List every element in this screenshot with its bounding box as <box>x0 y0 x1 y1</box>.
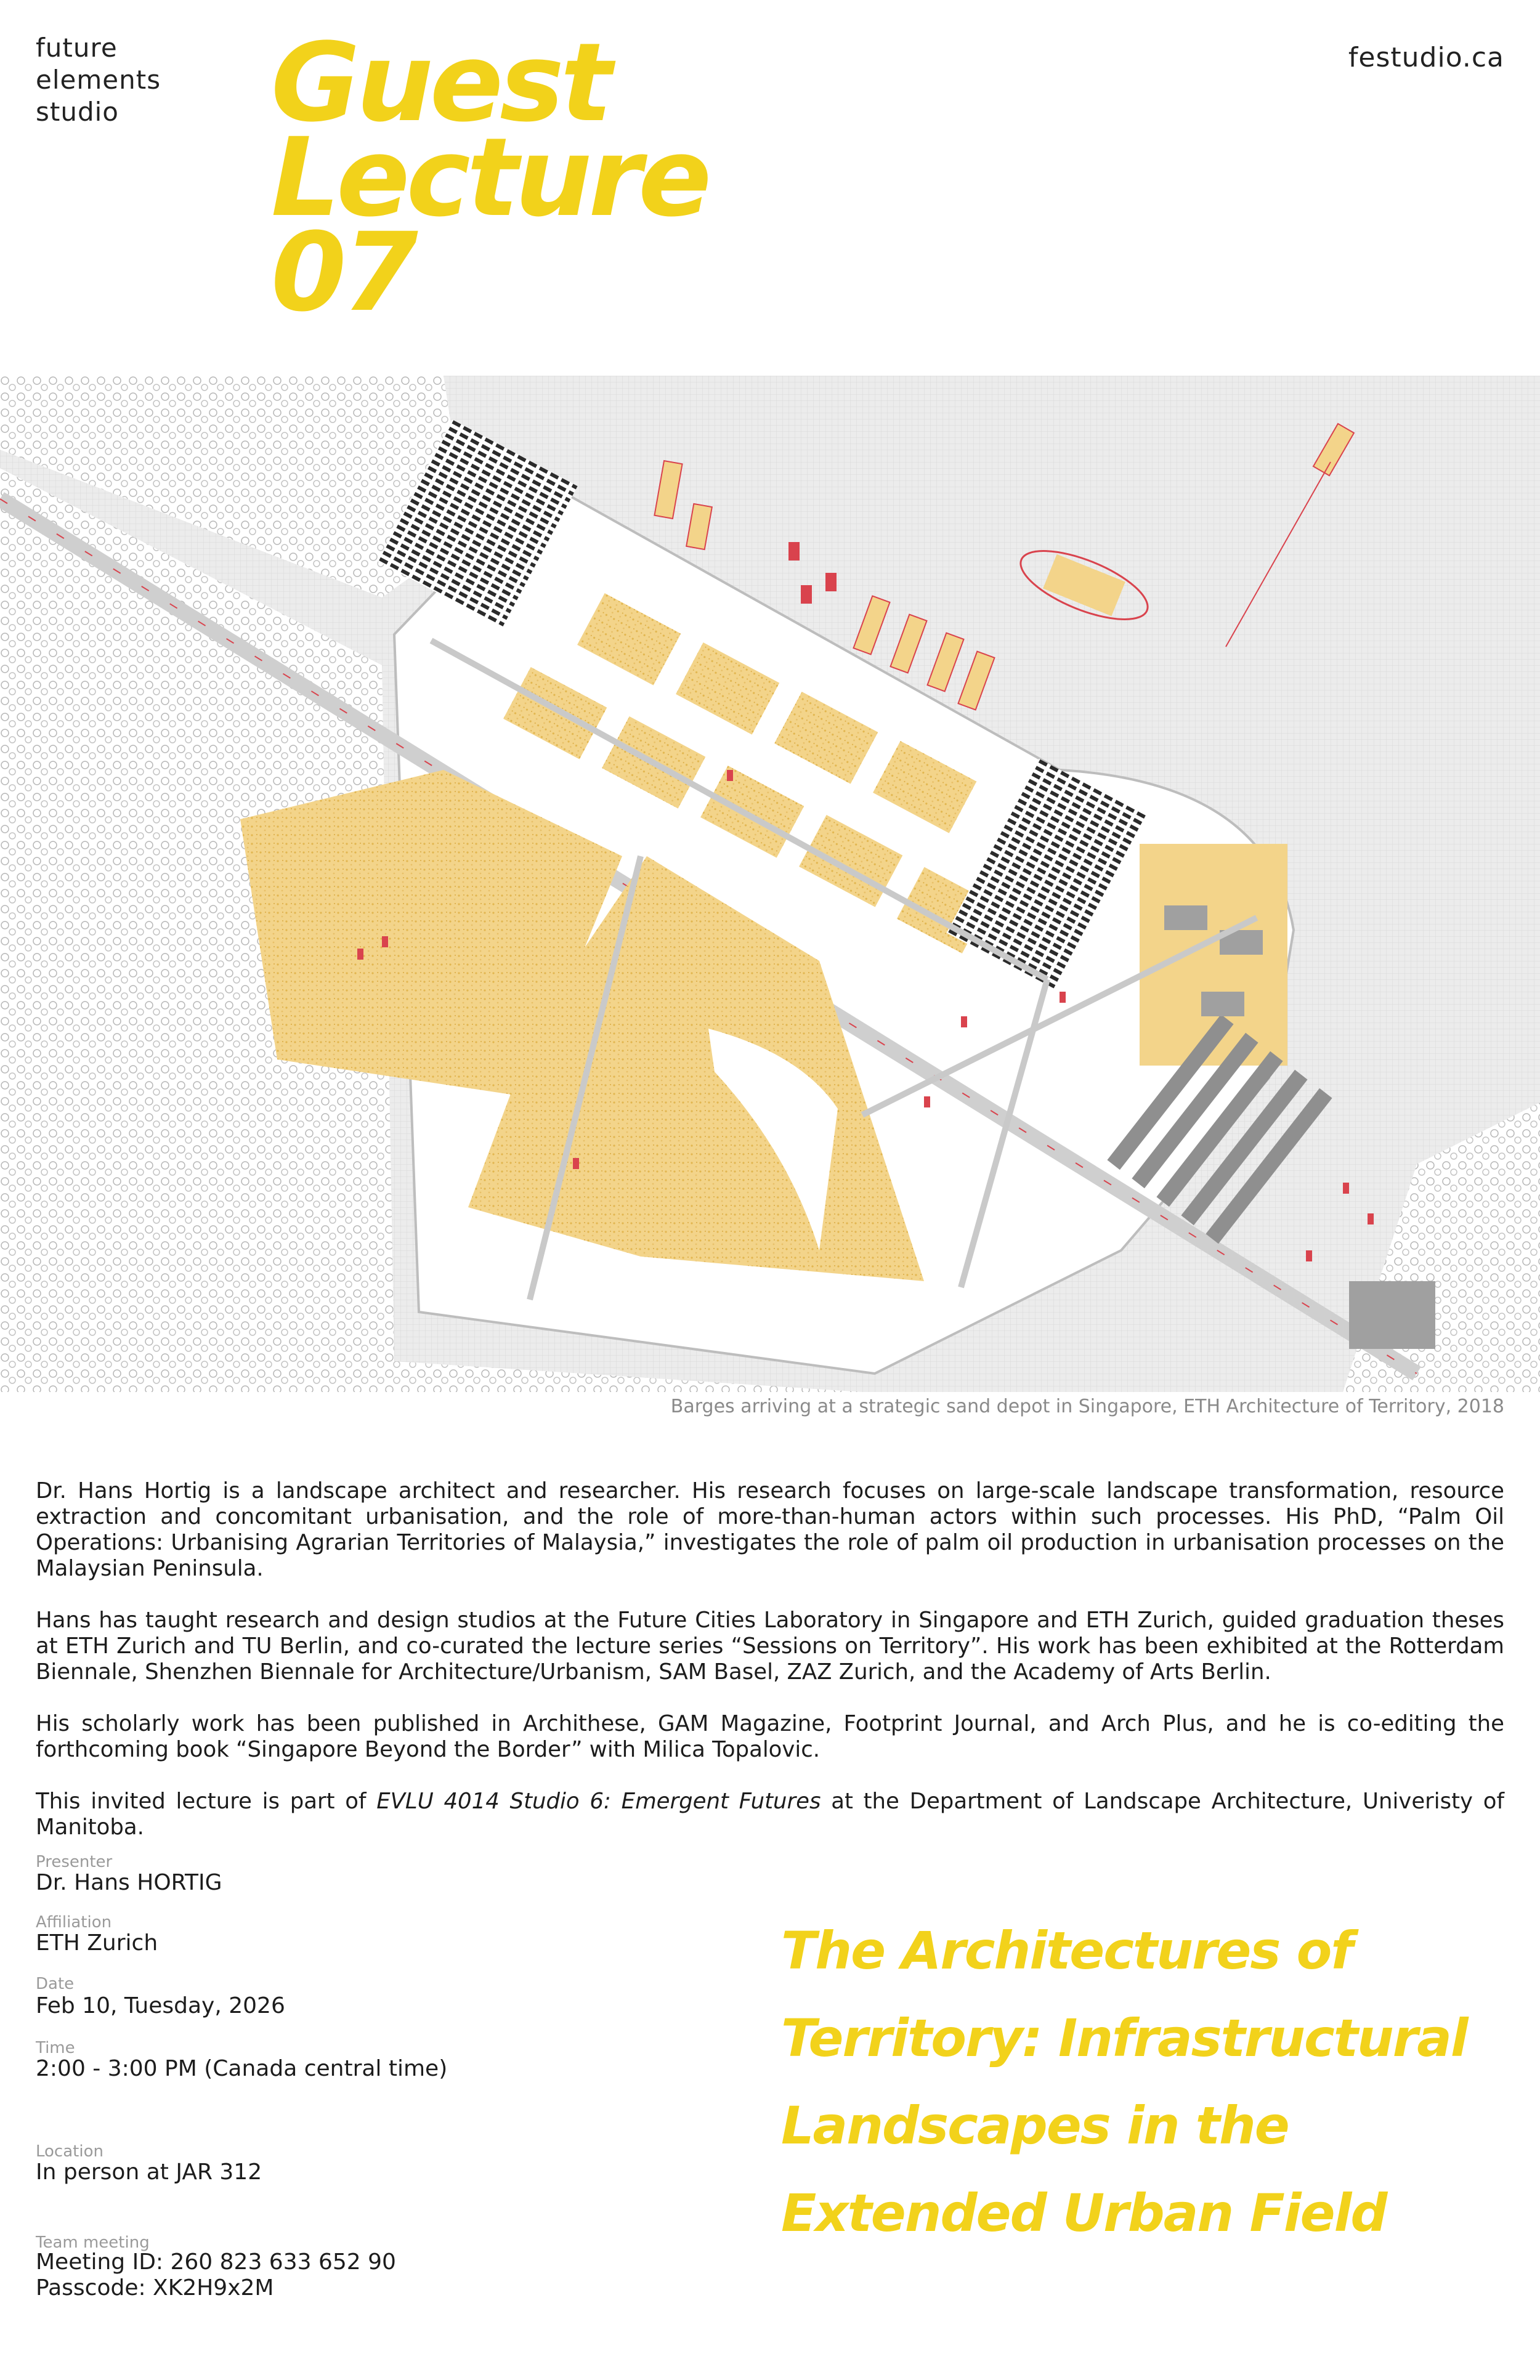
location-label: Location <box>36 2142 103 2161</box>
course-prefix: This invited lecture is part of <box>36 1789 377 1814</box>
studio-line-3: studio <box>36 97 119 127</box>
presenter-label: Presenter <box>36 1853 113 1871</box>
studio-line-1: future <box>36 33 118 63</box>
talk-title-line-4: Extended Urban Field <box>781 2183 1387 2243</box>
course-name: EVLU 4014 Studio 6: Emergent Futures <box>376 1789 821 1814</box>
meeting-label: Team meeting <box>36 2233 150 2252</box>
bio-section <box>36 1478 1504 1866</box>
image-caption: Barges arriving at a strategic sand depot in Singapore, ETH Architecture of Territory, 2018 <box>670 1396 1504 1417</box>
time-label: Time <box>36 2039 75 2057</box>
meeting-id: Meeting ID: 260 823 633 652 90 <box>36 2249 396 2275</box>
presenter-value: Dr. Hans HORTIG <box>36 1870 222 1895</box>
lecture-heading <box>271 20 708 336</box>
date-value: Feb 10, Tuesday, 2026 <box>36 1993 285 2018</box>
bio-paragraph-2: Hans has taught research and design studios at the Future Cities Laboratory in Singapore and ETH Zurich, guided graduation theses at ETH Zurich and TU Berlin, and co-curated the lecture series “Sessions on Territory”. His work has been exhibited at the Rotterdam Biennale, Shenzhen Biennale for Architecture/Urbanism, SAM Basel, ZAZ Zurich, and the Academy of Arts Berlin. <box>36 1608 1504 1685</box>
site-plan-image <box>0 376 1540 1392</box>
talk-title <box>781 1907 1520 2257</box>
affiliation-label: Affiliation <box>36 1913 112 1932</box>
location-value: In person at JAR 312 <box>36 2159 262 2185</box>
date-label: Date <box>36 1975 75 1993</box>
talk-title-line-3: Landscapes in the <box>781 2095 1289 2156</box>
course-suffix: at the Department of Landscape Architecture, Univeristy of Manitoba. <box>36 1789 1504 1840</box>
heading-line-1: Guest <box>271 20 609 146</box>
heading-line-3: 07 <box>271 209 415 336</box>
bio-paragraph-3: His scholarly work has been published in Archithese, GAM Magazine, Footprint Journal, and Arch Plus, and he is co-editing the forthcoming book “Singapore Beyond the Border” with Milica Topalovic. <box>36 1711 1504 1762</box>
time-value: 2:00 - 3:00 PM (Canada central time) <box>36 2056 448 2081</box>
site-plan-drawing <box>0 376 1540 1392</box>
heading-line-2: Lecture <box>271 115 708 241</box>
talk-title-line-1: The Architectures of <box>781 1921 1352 1981</box>
studio-line-2: elements <box>36 65 161 95</box>
bio-paragraph-1: Dr. Hans Hortig is a landscape architect and researcher. His research focuses on large-scale landscape transformation, resource extraction and concomitant urbanisation, and the role of more-than-human actors within such processes. His PhD, “Palm Oil Operations: Urbanising Agrarian Territories of Malaysia,” investigates the role of palm oil production in urbanisation processes on the Malaysian Peninsula. <box>36 1478 1504 1581</box>
website-link[interactable]: festudio.ca <box>1348 42 1504 73</box>
studio-name <box>36 32 161 128</box>
talk-title-line-2: Territory: Infrastructural <box>781 2008 1467 2068</box>
meeting-passcode: Passcode: XK2H9x2M <box>36 2275 274 2301</box>
affiliation-value: ETH Zurich <box>36 1930 158 1956</box>
bio-paragraph-4 <box>36 1789 1504 1840</box>
